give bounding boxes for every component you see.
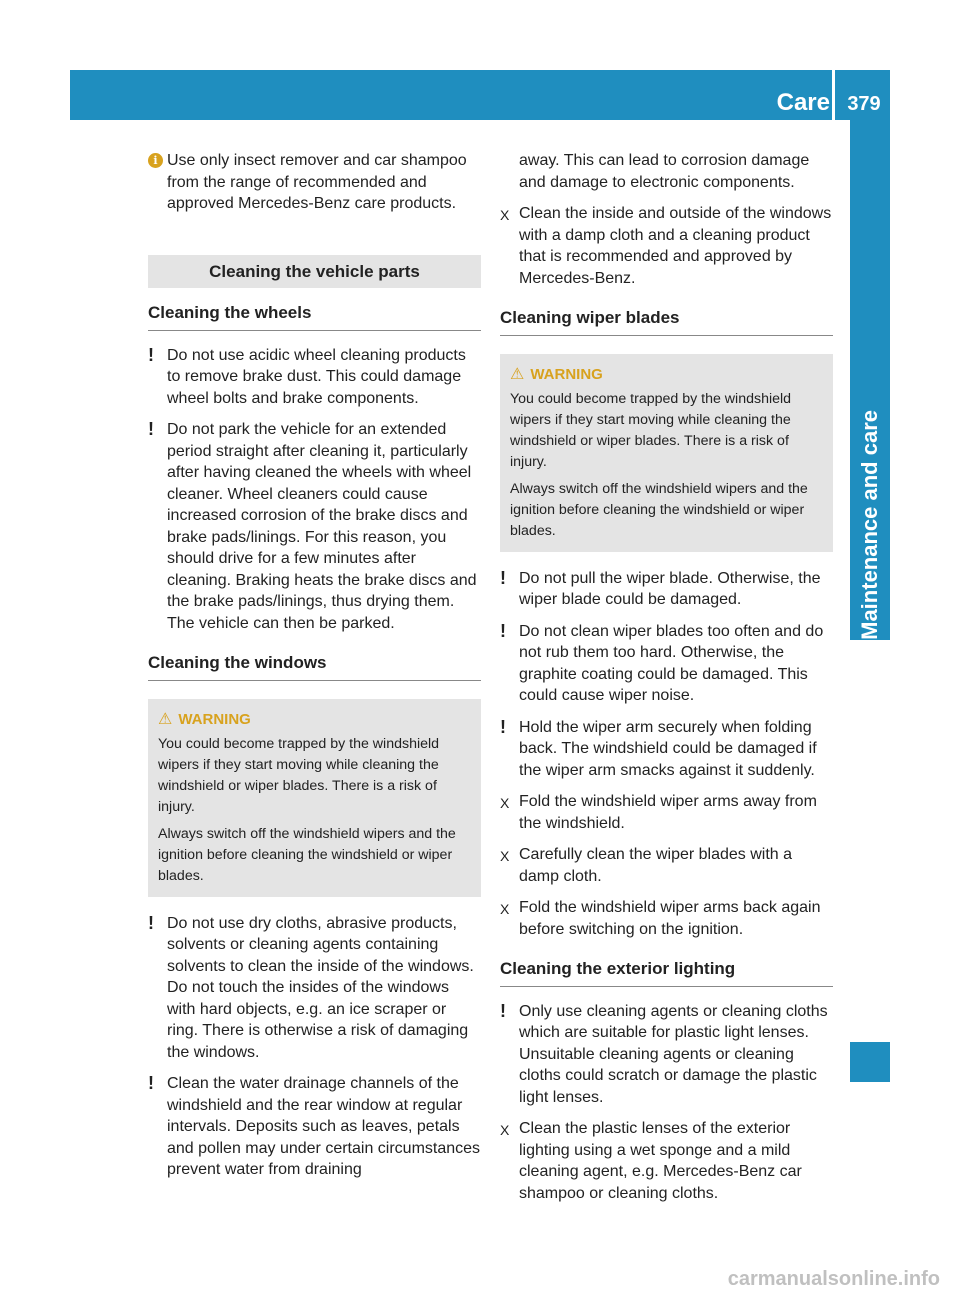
warning-icon: ⚠ [158, 710, 173, 728]
step-text: Fold the windshield wiper arms away from the windshield. [519, 793, 817, 832]
instruction-step [500, 844, 833, 887]
info-text: Use only insect remover and car shampoo from the range of recommended and approved Mercedes-Benz care products. [167, 152, 467, 212]
warning-text: Always switch off the windshield wipers and the ignition before cleaning the windshield or wiper blades. [158, 825, 456, 884]
side-marker-square [850, 1042, 890, 1082]
step-icon: X [500, 1122, 510, 1138]
windows-heading: Cleaning the windows [148, 652, 481, 681]
instruction-step [500, 1118, 833, 1204]
caution-note [148, 913, 481, 1064]
caution-text: Do not park the vehicle for an extended period straight after cleaning it, particularly after having cleaned the wheels with wheel cleaner. Wheel cleaners could cause increased corrosion of the brake discs and brake pads/linings. For this reason, you should drive for a few minutes after cleaning. Braking heats the brake discs and the brake pads/linings, thus drying them. The vehicle can then be parked. [167, 421, 477, 632]
watermark: carmanualsonline.info [727, 1268, 940, 1290]
warning-header [158, 709, 471, 730]
step-text: Fold the windshield wiper arms back again before switching on the ignition. [519, 899, 821, 938]
step-icon: X [500, 207, 510, 223]
step-icon: X [500, 848, 510, 864]
caution-note [500, 568, 833, 611]
caution-icon: ! [500, 1000, 506, 1021]
caution-icon: ! [500, 567, 506, 588]
step-text: Clean the plastic lenses of the exterior lighting using a wet sponge and a mild cleaning agent, e.g. Mercedes-Benz car shampoo or cleaning cloths. [519, 1120, 802, 1202]
caution-text: Do not use acidic wheel cleaning products to remove brake dust. This could damage wheel bolts and brake components. [167, 346, 466, 407]
caution-note [500, 717, 833, 782]
caution-icon: ! [148, 912, 154, 933]
caution-note [500, 1001, 833, 1109]
instruction-step [500, 203, 833, 289]
warning-header [510, 364, 823, 385]
section-heading: Cleaning the vehicle parts [148, 255, 481, 289]
step-icon: X [500, 901, 510, 917]
caution-icon: ! [148, 419, 154, 439]
caution-text: Do not pull the wiper blade. Otherwise, the wiper blade could be damaged. [519, 569, 821, 608]
step-text: Clean the inside and outside of the windows with a damp cloth and a cleaning product that is recommended and approved by Mercedes-Benz. [519, 205, 832, 287]
wheels-heading: Cleaning the wheels [148, 302, 481, 331]
lighting-heading: Cleaning the exterior lighting [500, 958, 833, 987]
caution-note [148, 1073, 481, 1181]
info-icon: i [148, 153, 163, 168]
warning-icon: ⚠ [510, 365, 525, 383]
wiper-heading: Cleaning wiper blades [500, 307, 833, 336]
info-note [148, 150, 481, 215]
warning-box [500, 354, 833, 552]
continued-text: away. This can lead to corrosion damage and damage to electronic components. [519, 152, 810, 191]
page-section-title: Care [776, 89, 830, 116]
caution-text: Do not use dry cloths, abrasive products, solvents or cleaning agents containing solvents to clean the inside of the windows. Do not touch the insides of the windows with hard objects, e.g. an ice scraper or ring. There is otherwise a risk of damaging the windows. [167, 914, 474, 1061]
warning-text: You could become trapped by the windshield wipers if they start moving while cleaning the windshield or wiper blades. There is a risk of injury. [158, 735, 440, 815]
caution-text: Hold the wiper arm securely when folding back. The windshield could be damaged if the wiper arm smacks against it suddenly. [519, 718, 817, 779]
header-divider [832, 70, 835, 120]
warning-label: WARNING [530, 365, 603, 383]
warning-text: You could become trapped by the windshield wipers if they start moving while cleaning the windshield or wiper blades. There is a risk of injury. [510, 390, 792, 470]
caution-note [500, 621, 833, 707]
caution-text: Clean the water drainage channels of the windshield and the rear window at regular intervals. Deposits such as leaves, petals and pollen may under certain circumstances prevent water from draining [167, 1075, 481, 1178]
caution-text: Only use cleaning agents or cleaning cloths which are suitable for plastic light lenses. Unsuitable cleaning agents or cleaning cloths could scratch or damage the plastic light lenses. [519, 1002, 828, 1106]
warning-box [148, 699, 481, 897]
caution-text: Do not clean wiper blades too often and do not rub them too hard. Otherwise, the graphite coating could be damaged. This could cause wiper noise. [519, 622, 824, 704]
caution-note [148, 345, 481, 410]
step-icon: X [500, 795, 510, 811]
page-number: 379 [847, 93, 881, 115]
right-column [500, 150, 833, 1214]
caution-icon: ! [500, 716, 506, 737]
caution-icon: ! [500, 620, 506, 641]
left-column [148, 150, 481, 1191]
caution-icon: ! [148, 1073, 154, 1093]
warning-text: Always switch off the windshield wipers and the ignition before cleaning the windshield or wiper blades. [510, 480, 808, 539]
step-text: Carefully clean the wiper blades with a damp cloth. [519, 846, 793, 885]
caution-note [148, 419, 481, 634]
instruction-step [500, 897, 833, 940]
caution-icon: ! [148, 344, 154, 365]
instruction-step [500, 791, 833, 834]
side-tab-label-wrap [850, 120, 890, 640]
warning-label: WARNING [178, 710, 251, 728]
side-tab-label: Maintenance and care [857, 410, 882, 640]
